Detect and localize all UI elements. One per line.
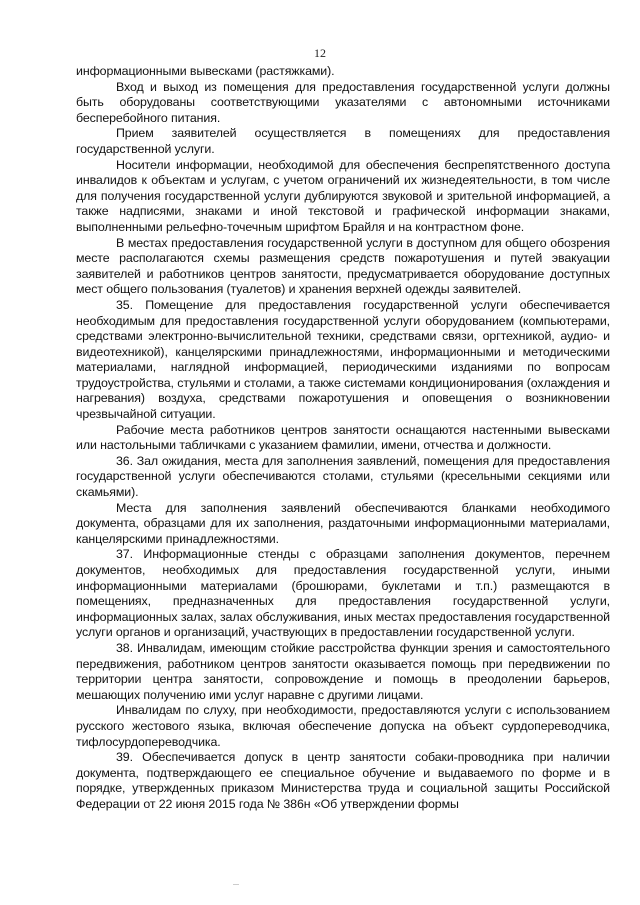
paragraph-forms: Места для заполнения заявлений обеспечиваются бланками необходимого документа, образцами для их заполнения, раздаточными информационными материалами, канцелярскими принадлежностями. [76, 500, 610, 546]
scan-mark [233, 884, 239, 885]
document-body [76, 64, 610, 813]
page-number: 12 [314, 46, 326, 60]
paragraph-workplaces: Рабочие места работников центров занятости оснащаются настенными вывесками или настольными табличками с указанием фамилии, имени, отчества и должности. [76, 422, 610, 453]
paragraph-entrance-exit: Вход и выход из помещения для предоставления государственной услуги должны быть оборудованы соответствующими указателями с автономными источниками бесперебойного питания. [76, 79, 610, 125]
paragraph-item-36: 36. Зал ожидания, места для заполнения заявлений, помещения для предоставления государственной услуги обеспечиваются столами, стульями (кресельными секциями или скамьями). [76, 453, 610, 500]
paragraph-information-carriers: Носители информации, необходимой для обеспечения беспрепятственного доступа инвалидов к объектам и услугам, с учетом ограничений их жизнедеятельности, в том числе для получения государственной услуги дублируются звуковой и зрительной информацией, а также надписями, знаками и иной текстовой и графической информации знаками, выполненными рельефно-точечным шрифтом Брайля и на контрастном фоне. [76, 157, 610, 234]
paragraph-item-38: 38. Инвалидам, имеющим стойкие расстройства функции зрения и самостоятельного передвижения, работником центров занятости оказывается помощь при передвижении по территории центра занятости, сопровождение и помощь в преодолении барьеров, мешающих получению ими услуг наравне с другими лицами. [76, 640, 610, 702]
paragraph-item-37: 37. Информационные стенды с образцами заполнения документов, перечнем документов, необходимых для предоставления государственной услуги, иными информационными материалами (брошюрами, буклетами и т.п.) размещаются в помещениях, предназначенных для предоставления государственной услуги, информационных залах, залах обслуживания, иных местах предоставления государственной услуги органов и организаций, участвующих в предоставлении государственной услуги. [76, 547, 610, 640]
paragraph-item-35: 35. Помещение для предоставления государственной услуги обеспечивается необходимым для предоставления государственной услуги оборудованием (компьютерами, средствами электронно-вычислительной техники, средствами связи, оргтехникой, аудио- и видеотехникой), канцелярскими принадлежностями, информационными и методическими материалами, наглядной информацией, периодическими изданиями по вопросам трудоустройства, стульями и столами, а также системами кондиционирования (охлаждения и нагревания) воздуха, средствами пожаротушения и оповещения о возникновении чрезвычайной ситуации. [76, 297, 610, 422]
paragraph-hearing-impaired: Инвалидам по слуху, при необходимости, предоставляются услуги с использованием русского жестового языка, включая обеспечение допуска на объект сурдопереводчика, тифлосурдопереводчика. [76, 703, 610, 749]
paragraph-reception: Прием заявителей осуществляется в помещениях для предоставления государственной услуги. [76, 126, 610, 156]
paragraph-continuation: информационными вывесками (растяжками). [76, 64, 335, 78]
paragraph-item-39: 39. Обеспечивается допуск в центр занятости собаки-проводника при наличии документа, подтверждающего ее специальное обучение и выдаваемого по форме и в порядке, утвержденных приказом Министерства труда и социальной защиты Российской Федерации от 22 июня 2015 года № 386н «Об утверждении формы [76, 750, 610, 811]
paragraph-evacuation-schemes: В местах предоставления государственной услуги в доступном для общего обозрения месте располагаются схемы размещения средств пожаротушения и путей эвакуации заявителей и работников центров занятости, предусматривается оборудование доступных мест общего пользования (туалетов) и хранения верхней одежды заявителей. [76, 235, 610, 297]
